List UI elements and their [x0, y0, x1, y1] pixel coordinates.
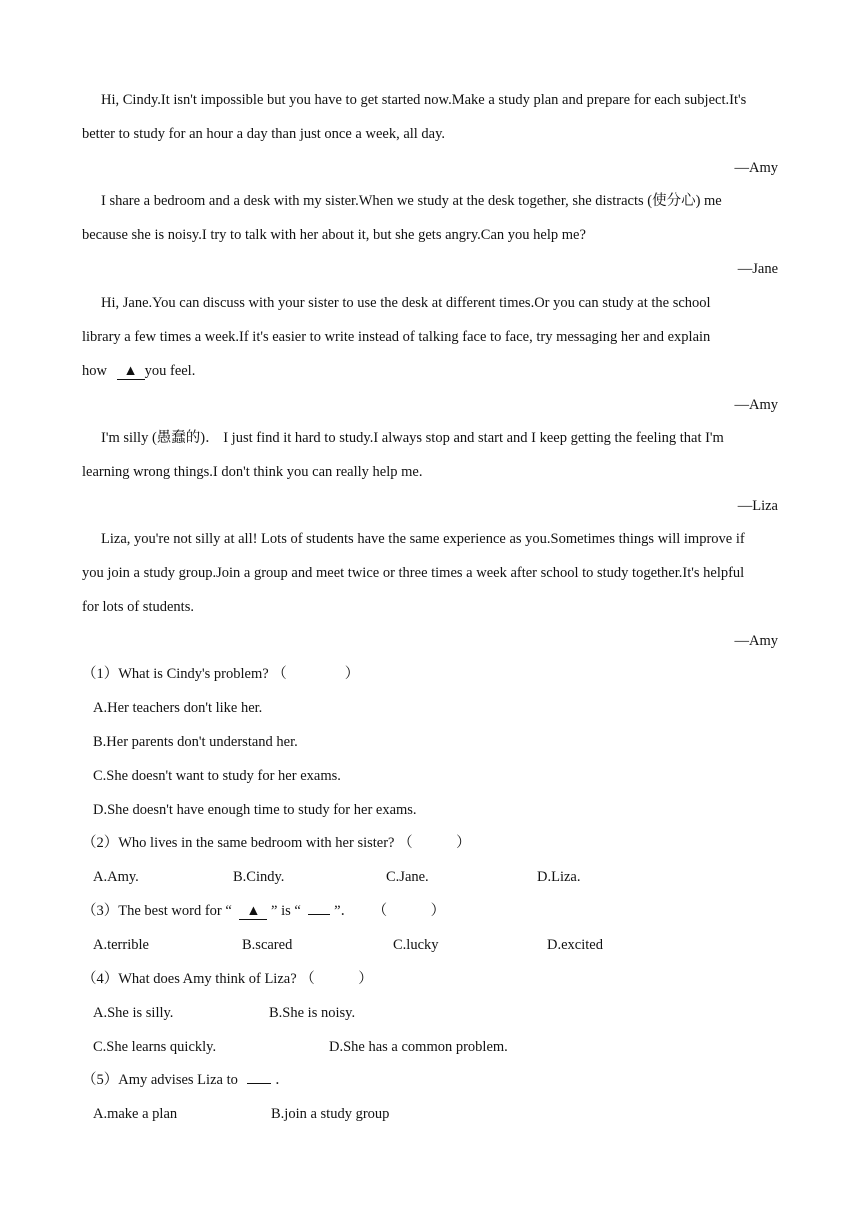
option-a: A.make a plan — [93, 1106, 178, 1122]
signature: —Liza — [737, 498, 778, 514]
question-text: （5）Amy advises Liza to — [82, 1072, 238, 1088]
passage-line: I share a bedroom and a desk with my sister.When we study at the desk together, she distracts (使分心) me — [101, 193, 722, 209]
option-a: A.Her teachers don't like her. — [93, 700, 263, 716]
passage-line: learning wrong things.I don't think you can really help me. — [82, 464, 423, 480]
option-c: C.Jane. — [386, 869, 429, 885]
passage-line: better to study for an hour a day than just once a week, all day. — [82, 126, 446, 142]
passage-line: Liza, you're not silly at all! Lots of students have the same experience as you.Sometimes things will improve if — [101, 531, 745, 547]
passage-text: you feel. — [144, 363, 196, 379]
option-d: D.excited — [547, 937, 603, 953]
option-a: A.She is silly. — [93, 1005, 174, 1021]
passage-line: Hi, Jane.You can discuss with your sister to use the desk at different times.Or you can study at the school — [101, 295, 711, 311]
passage-line — [82, 361, 782, 381]
answer-parens: （ ） — [272, 666, 360, 682]
question-text: ． — [275, 1072, 290, 1088]
signature: —Amy — [734, 633, 778, 649]
question-1-stem — [82, 664, 782, 684]
passage-line: because she is noisy.I try to talk with her about it, but she gets angry.Can you help me? — [82, 227, 586, 243]
question-5-stem — [82, 1070, 782, 1090]
option-b: B.scared — [242, 937, 293, 953]
option-c: C.lucky — [393, 937, 439, 953]
answer-parens: （ ） — [372, 903, 446, 919]
option-a: A.terrible — [93, 937, 149, 953]
question-text: （4）What does Amy think of Liza? — [82, 971, 297, 987]
answer-blank — [247, 1083, 271, 1084]
passage-line: library a few times a week.If it's easier to write instead of talking face to face, try messaging her and explain — [82, 329, 711, 345]
question-text: ” is “ — [271, 903, 301, 919]
option-d: D.She doesn't have enough time to study for her exams. — [93, 802, 417, 818]
answer-blank — [308, 914, 330, 915]
option-a: A.Amy. — [93, 869, 139, 885]
option-d: D.She has a common problem. — [329, 1039, 508, 1055]
answer-parens: （ ） — [300, 971, 373, 987]
passage-line: for lots of students. — [82, 599, 194, 615]
option-d: D.Liza. — [537, 869, 581, 885]
question-text: ”． — [334, 903, 356, 919]
question-text: （2）Who lives in the same bedroom with her sister? — [82, 835, 395, 851]
answer-parens: （ ） — [398, 835, 471, 851]
question-3-stem — [82, 901, 782, 921]
option-b: B.Cindy. — [233, 869, 285, 885]
option-b: B.join a study group — [271, 1106, 390, 1122]
option-c: C.She learns quickly. — [93, 1039, 217, 1055]
passage-line: Hi, Cindy.It isn't impossible but you have to get started now.Make a study plan and prepare for each subject.It's — [101, 92, 747, 108]
signature: —Amy — [734, 397, 778, 413]
signature: —Jane — [737, 261, 778, 277]
question-text: （3）The best word for “ — [82, 903, 232, 919]
signature: —Amy — [734, 160, 778, 176]
blank-marker: ▲ — [239, 903, 267, 920]
question-4-stem — [82, 969, 782, 989]
question-2-stem — [82, 833, 782, 853]
blank-marker: ▲ — [117, 363, 145, 380]
question-text: （1）What is Cindy's problem? — [82, 666, 269, 682]
passage-line: I'm silly (愚蠢的)． I just find it hard to study.I always stop and start and I keep getting the feeling that I'm — [101, 430, 724, 446]
option-b: B.She is noisy. — [269, 1005, 356, 1021]
option-c: C.She doesn't want to study for her exams. — [93, 768, 341, 784]
passage-text: how — [82, 363, 107, 379]
passage-line: you join a study group.Join a group and meet twice or three times a week after school to study together.It's helpful — [82, 565, 745, 581]
option-b: B.Her parents don't understand her. — [93, 734, 298, 750]
